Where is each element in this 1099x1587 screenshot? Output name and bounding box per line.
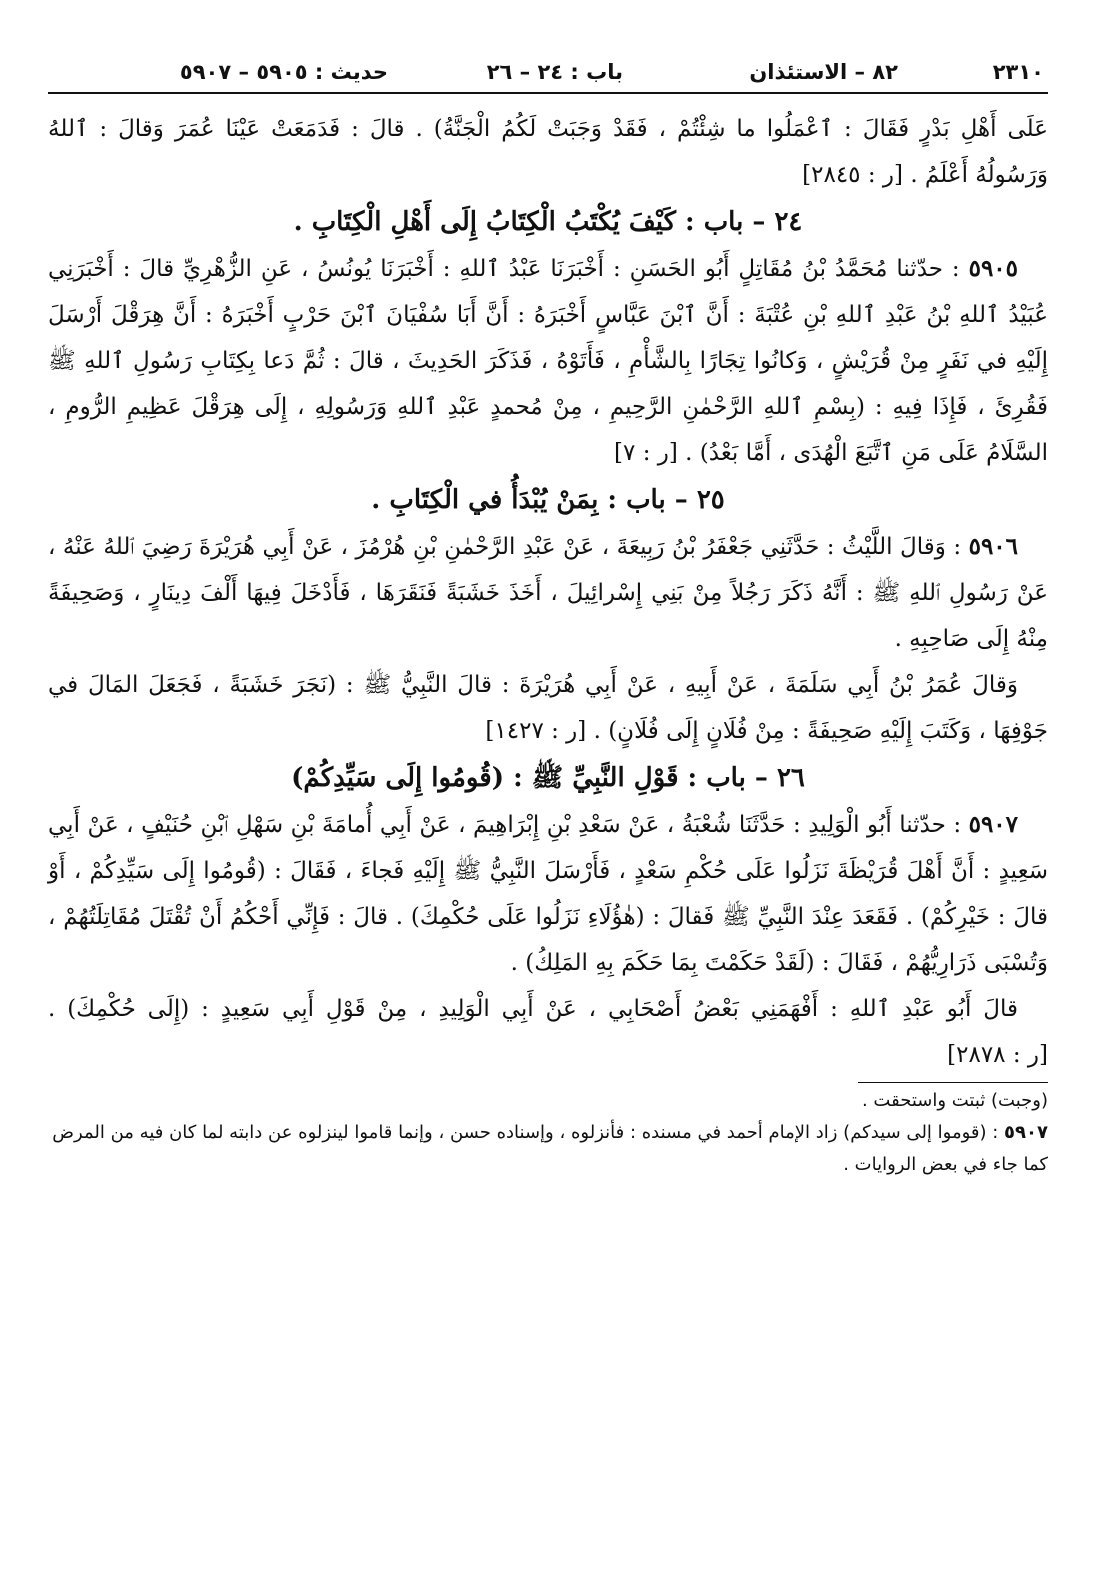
intro-reference: [ر : ٢٨٤٥] <box>802 162 903 188</box>
hadith-5907-comment <box>48 986 1048 1078</box>
book-title: ٨٢ – الاستئذان <box>749 60 898 84</box>
footnote-2-number: ٥٩٠٧ <box>1004 1122 1048 1143</box>
hadith-text-5906b: وَقالَ عُمَرُ بْنُ أَبِي سَلَمَةَ ، عَنْ أَبِيهِ ، عَنْ أَبِي هُرَيْرَةَ : قالَ النَّبِيُّ ﷺ : (نَجَرَ خَشَبَةً ، فَجَعَلَ المَالَ في جَوْفِهَا ، وَكَتَبَ إِلَيْهِ صَحِيفَةً : مِنْ فُلَانٍ إِلَى فُلَانٍ) . <box>48 672 1048 744</box>
footnote-2 <box>48 1117 1048 1181</box>
footnote-2-text: : (قوموا إلى سيدكم) زاد الإمام أحمد في مسنده : فأنزلوه ، وإسناده حسن ، وإنما قاموا لينزلوه عن دابته لما كان فيه من المرض كما جاء في بعض الروايات . <box>52 1122 1048 1175</box>
bab-range: باب : ٢٤ – ٢٦ <box>486 60 623 84</box>
hadith-number-5905: ٥٩٠٥ <box>968 255 1019 282</box>
chapter-heading-25: ٢٥ – باب : بِمَنْ يُبْدَأُ في الْكِتَابِ . <box>371 485 725 515</box>
hadith-range: حديث : ٥٩٠٥ – ٥٩٠٧ <box>179 60 388 84</box>
running-header <box>48 44 1048 94</box>
chapter-heading-24: ٢٤ – باب : كَيْفَ يُكْتَبُ الْكِتَابُ إِلَى أَهْلِ الْكِتَابِ . <box>293 207 803 237</box>
hadith-number-5906: ٥٩٠٦ <box>968 533 1019 560</box>
document-page <box>48 44 1048 1181</box>
footnote-divider <box>858 1082 1048 1083</box>
hadith-text-5905: : حدّثنا مُحَمَّدُ بْنُ مُقَاتِلٍ أَبُو الحَسَنِ : أَخْبَرَنَا عَبْدُ ٱللهِ : أَخْبَرَنَا يُونُسُ ، عَنِ الزُّهْرِيِّ قالَ : أَخْبَرَنِي عُبَيْدُ ٱللهِ بْنُ عَبْدِ ٱللهِ بْنِ عُتْبَةَ : أَنَّ ٱبْنَ عَبَّاسٍ أَخْبَرَهُ : أَنَّ أَبَا سُفْيَانَ ٱبْنَ حَرْبٍ أَخْبَرَهُ : أَنَّ هِرَقْلَ أَرْسَلَ إِلَيْهِ في نَفَرٍ مِنْ قُرَيْشٍ ، وَكانُوا تِجَارًا بِالشَّأْمِ ، فَأَتَوْهُ ، فَذَكَرَ الحَدِيثَ ، قالَ : ثُمَّ دَعا بِكِتَابِ رَسُولِ ٱللهِ ﷺ فَقُرِئَ ، فَإِذَا فِيهِ : (بِسْمِ ٱللهِ الرَّحْمٰنِ الرَّحِيمِ ، مِنْ مُحمدٍ عَبْدِ ٱللهِ وَرَسُولِهِ ، إِلَى هِرَقْلَ عَظِيمِ الرُّومِ ، السَّلَامُ عَلَى مَنِ ٱتَّبَعَ الْهُدَى ، أَمَّا بَعْدُ) . <box>48 256 1048 466</box>
hadith-5906 <box>48 524 1048 662</box>
main-text <box>48 106 1048 1078</box>
hadith-text-5907b: قالَ أَبُو عَبْدِ ٱللهِ : أَفْهَمَنِي بَعْضُ أَصْحَابِي ، عَنْ أَبِي الْوَلِيدِ ، مِنْ قَوْلِ أَبِي سَعِيدٍ : (إِلَى حُكْمِكَ) . <box>48 996 1018 1022</box>
reference-5905: [ر : ٧] <box>614 440 678 466</box>
intro-paragraph <box>48 106 1048 198</box>
hadith-5906-continuation <box>48 662 1048 754</box>
chapter-heading-26: ٢٦ – باب : قَوْلِ النَّبِيِّ ﷺ : (قُومُوا إِلَى سَيِّدِكُمْ) <box>291 763 805 793</box>
reference-5906: [ر : ١٤٢٧] <box>485 718 587 744</box>
hadith-5907 <box>48 802 1048 986</box>
footnote-1: (وجبت) ثبتت واستحقت . <box>861 1090 1048 1111</box>
hadith-text-5907: : حدّثنا أَبُو الْوَلِيدِ : حَدَّثَنَا شُعْبَةُ ، عَنْ سَعْدِ بْنِ إِبْرَاهِيمَ ، عَنْ أَبِي أُمامَةَ بْنِ سَهْلِ ٱبْنِ حُنَيْفٍ ، عَنْ أَبِي سَعِيدٍ : أَنَّ أَهْلَ قُرَيْظَةَ نَزَلُوا عَلَى حُكْمِ سَعْدٍ ، فَأَرْسَلَ النَّبِيُّ ﷺ إِلَيْهِ فَجاءَ ، فَقَالَ : (قُومُوا إِلَى سَيِّدِكُمْ ، أَوْ قالَ : خَيْرِكُمْ) . فَقَعَدَ عِنْدَ النَّبِيِّ ﷺ فَقالَ : (هٰؤُلَاءِ نَزَلُوا عَلَى حُكْمِكَ) . قالَ : فَإِنِّي أَحْكُمُ أَنْ تُقْتَلَ مُقَاتِلَتُهُمْ ، وَتُسْبَى ذَرَارِيُّهُمْ ، فَقَالَ : (لَقَدْ حَكَمْتَ بِمَا حَكَمَ بِهِ المَلِكُ) . <box>48 812 1048 976</box>
reference-5907: [ر : ٢٨٧٨] <box>947 1042 1048 1068</box>
hadith-text-5906: : وَقالَ اللَّيْثُ : حَدَّثَنِي جَعْفَرُ بْنُ رَبِيعَةَ ، عَنْ عَبْدِ الرَّحْمٰنِ بْنِ هُرْمُزَ ، عَنْ أَبِي هُرَيْرَةَ رَضِيَ ٱللهُ عَنْهُ ، عَنْ رَسُولِ ٱللهِ ﷺ : أَنَّهُ ذَكَرَ رَجُلاً مِنْ بَنِي إِسْرائِيلَ ، أَخَذَ خَشَبَةً فَنَقَرَهَا ، فَأَدْخَلَ فِيهَا أَلْفَ دِينَارٍ ، وَصَحِيفَةً مِنْهُ إِلَى صَاحِبِهِ . <box>48 534 1048 652</box>
hadith-5905 <box>48 246 1048 476</box>
hadith-number-5907: ٥٩٠٧ <box>968 811 1019 838</box>
intro-text: عَلَى أَهْلِ بَدْرٍ فَقَالَ : ٱعْمَلُوا ما شِئْتُمْ ، فَقَدْ وَجَبَتْ لَكُمُ الْجَنَّةُ) . قالَ : فَدَمَعَتْ عَيْنَا عُمَرَ وَقالَ : ٱللهُ وَرَسُولُهُ أَعْلَمُ . <box>48 116 1048 188</box>
footnotes <box>48 1082 1048 1181</box>
page-number: ٢٣١٠ <box>992 60 1044 84</box>
